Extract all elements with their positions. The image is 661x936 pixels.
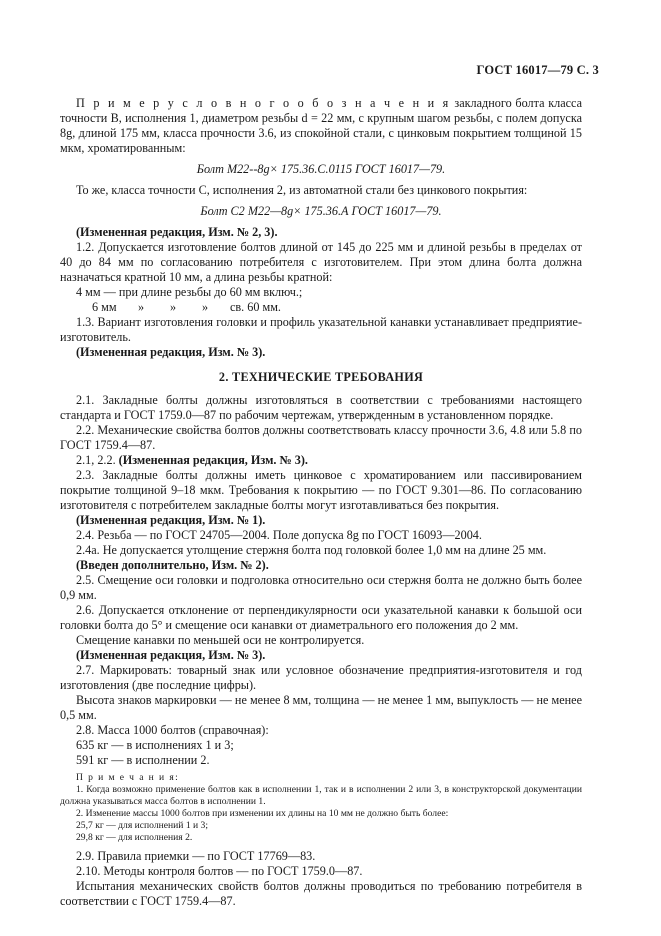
clause-2-1: 2.1. Закладные болты должны изготовляться в соответствии с требованиями настоящего стандарта и ГОСТ 1759.0—87 по рабочим чертежам, утвержденным в установленном порядке. — [60, 393, 582, 422]
clause-2-10-tests: Испытания механических свойств болтов должны проводиться по требованию потребителя в соответствии с ГОСТ 1759.4—87. — [60, 879, 582, 908]
edition-note: (Измененная редакция, Изм. № 1). — [76, 513, 266, 527]
clause-2-9: 2.9. Правила приемки — по ГОСТ 17769—83. — [76, 849, 316, 863]
mass-line-1: 635 кг — в исполнениях 1 и 3; — [76, 738, 234, 752]
note-1: 1. Когда возможно применение болтов как в исполнении 1, так и в исполнении 2 или 3, в конструкторской документации должна указываться масса болтов в исполнении 1. — [60, 784, 582, 807]
clause-ref: 2.1, 2.2. — [76, 453, 119, 467]
clause-1-2: 1.2. Допускается изготовление болтов длиной от 145 до 225 мм и длиной резьбы в пределах от 40 до 84 мм по согласованию потребителя с изготовителем. При этом длина болта должна назначаться кратной 10 мм, а длина резьбы кратной: — [60, 240, 582, 284]
edition-note: (Введен дополнительно, Изм. № 2). — [76, 558, 269, 572]
edition-note — [60, 453, 582, 468]
ditto-mark: » — [138, 300, 145, 314]
clause-2-7-height: Высота знаков маркировки — не менее 8 мм, толщина — не менее 1 мм, выпуклость — не менее 0,5 мм. — [60, 693, 582, 722]
notes-title: П р и м е ч а н и я: — [76, 772, 180, 783]
clause-2-7: 2.7. Маркировать: товарный знак или условное обозначение предприятия-изготовителя и год изготовления (две последние цифры). — [60, 663, 582, 692]
clause-2-6-note: Смещение канавки по меньшей оси не контролируется. — [76, 633, 365, 647]
edition-note: (Измененная редакция, Изм. № 3). — [76, 648, 266, 662]
designation-formula-2: Болт С2 М22—8g× 175.36.А ГОСТ 16017—79. — [200, 204, 442, 218]
page-header: ГОСТ 16017—79 С. 3 — [476, 63, 599, 77]
clause-1-3: 1.3. Вариант изготовления головки и профиль указательной канавки устанавливает предприятие-изготовитель. — [60, 315, 582, 344]
clause-2-8: 2.8. Масса 1000 болтов (справочная): — [76, 723, 269, 737]
clause-2-3: 2.3. Закладные болты должны иметь цинковое с хроматированием или пассивированием покрытие толщиной 9–18 мкм. Требования к покрытию — по ГОСТ 9.301—86. По согласованию изготовителя с потребителем закладные болты могут изготавливаться без покрытия. — [60, 468, 582, 512]
length-condition: св. 60 мм. — [230, 300, 281, 314]
designation-formula-1: Болт М22--8g× 175.36.С.0115 ГОСТ 16017—79. — [196, 162, 446, 176]
thread-length-line-1: 4 мм — при длине резьбы до 60 мм включ.; — [76, 285, 303, 299]
clause-2-5: 2.5. Смещение оси головки и подголовка относительно оси стержня болта не должно быть более 0,9 мм. — [60, 573, 582, 602]
clause-2-4a: 2.4а. Не допускается утолщение стержня болта под головкой более 1,0 мм на длине 25 мм. — [76, 543, 547, 557]
edition-note: (Измененная редакция, Изм. № 2, 3). — [76, 225, 278, 239]
example-lead: П р и м е р у с л о в н о г о о б о з н а ч е н и я — [76, 96, 451, 110]
page-body — [60, 96, 582, 909]
note-2-line-a: 25,7 кг — для исполнений 1 и 3; — [76, 820, 209, 831]
example-text: закладного болта класса точности В, исполнения 1, диаметром резьбы d = 22 мм, с крупным шагом резьбы, с полем допуска 8g, длиной 175 мм, класса прочности 3.6, из спокойной стали, с цинковым покрытием толщиной 15 мкм, хроматированным: — [60, 96, 583, 155]
length-value: 6 мм — [92, 300, 117, 314]
ditto-mark: » — [170, 300, 177, 314]
note-2-line-b: 29,8 кг — для исполнения 2. — [76, 832, 193, 843]
example-paragraph — [60, 96, 582, 156]
note-2: 2. Изменение массы 1000 болтов при изменении их длины на 10 мм не должно быть более: — [76, 808, 449, 819]
ditto-mark: » — [202, 300, 209, 314]
clause-2-6: 2.6. Допускается отклонение от перпендикулярности оси указательной канавки к большой оси головки болта до 5° и смещение оси канавки от диаметрального его положения до 2 мм. — [60, 603, 582, 632]
mass-line-2: 591 кг — в исполнении 2. — [76, 753, 210, 767]
clause-2-4: 2.4. Резьба — по ГОСТ 24705—2004. Поле допуска 8g по ГОСТ 16093—2004. — [76, 528, 482, 542]
clause-2-10: 2.10. Методы контроля болтов — по ГОСТ 1759.0—87. — [76, 864, 363, 878]
edition-note: (Измененная редакция, Изм. № 3). — [76, 345, 266, 359]
edition-note-text: (Измененная редакция, Изм. № 3). — [118, 453, 308, 467]
paragraph-same-class-c: То же, класса точности С, исполнения 2, из автоматной стали без цинкового покрытия: — [76, 183, 528, 197]
clause-2-2: 2.2. Механические свойства болтов должны соответствовать классу прочности 3.6, 4.8 или 5.8 по ГОСТ 1759.4—87. — [60, 423, 582, 452]
section-title: 2. ТЕХНИЧЕСКИЕ ТРЕБОВАНИЯ — [218, 370, 424, 384]
thread-length-line-2 — [60, 300, 582, 315]
